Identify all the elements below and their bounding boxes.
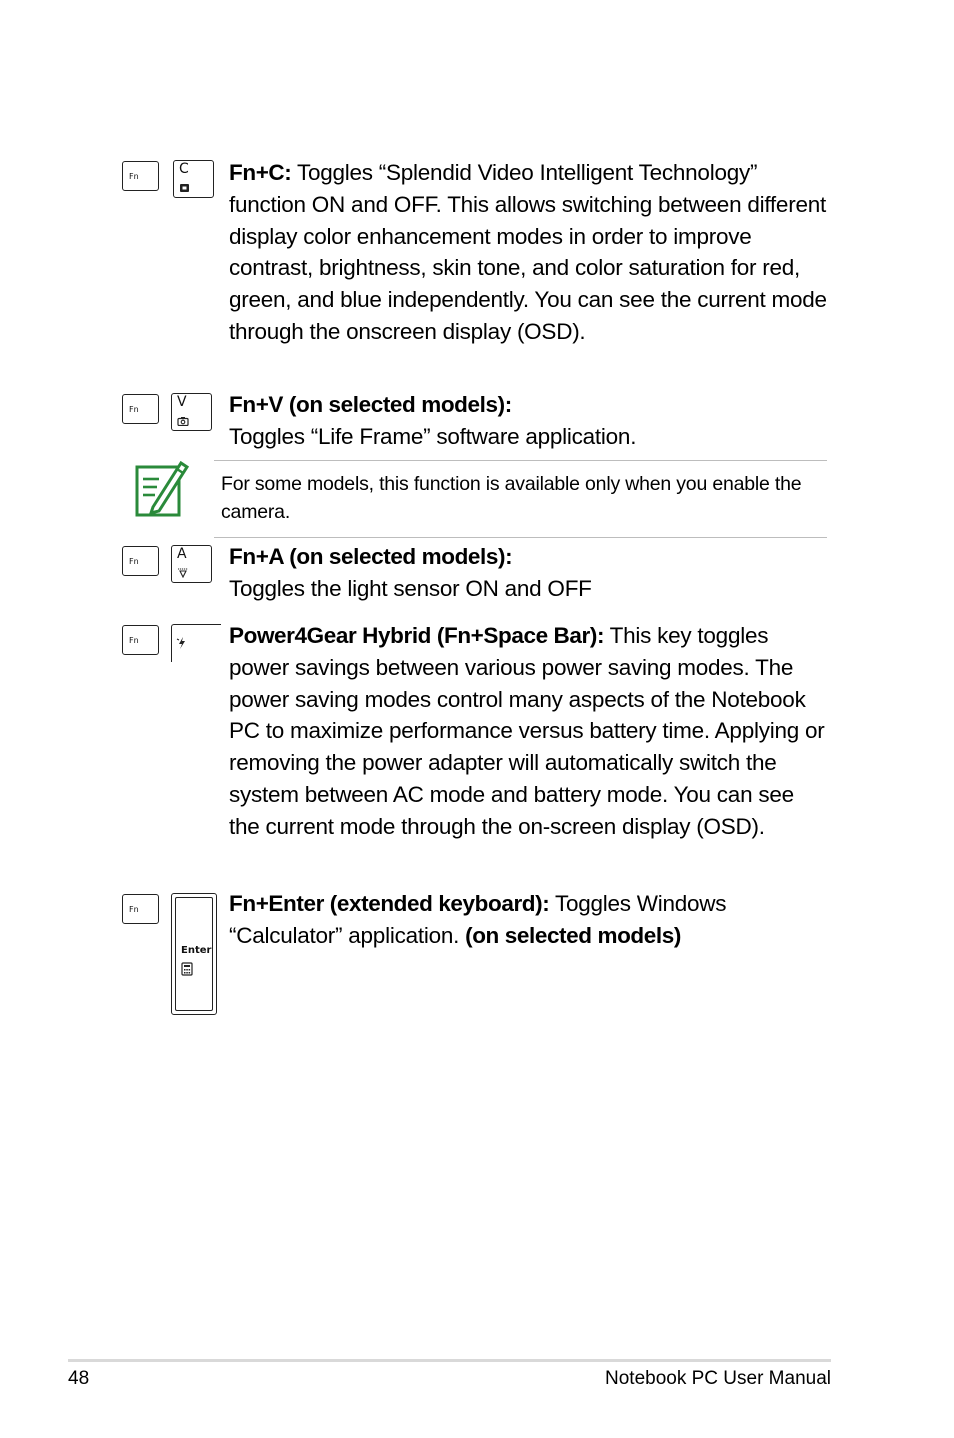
light-sensor-icon — [177, 568, 189, 578]
a-key: A — [171, 545, 212, 583]
note-text: For some models, this function is available only when you enable the camera. — [221, 473, 802, 523]
fn-key: Fn — [122, 894, 159, 924]
entry-text: Fn+A (on selected models): Toggles the light sensor ON and OFF — [229, 544, 592, 601]
fn-key: Fn — [122, 394, 159, 424]
entry-power4gear — [0, 624, 954, 874]
entry-fn-a — [0, 545, 954, 605]
entry-text: Fn+Enter (extended keyboard): Toggles Windows “Calculator” application. (on selected models) — [229, 891, 727, 948]
fn-key: Fn — [122, 546, 159, 576]
note-box — [214, 460, 827, 538]
entry-fn-v — [0, 393, 954, 453]
entry-fn-c — [0, 160, 954, 380]
enter-key: Enter — [171, 893, 217, 1015]
entry-text: Fn+V (on selected models): Toggles “Life Frame” software application. — [229, 392, 637, 449]
footer-rule — [68, 1359, 831, 1362]
v-key: V — [171, 393, 212, 431]
power4gear-icon — [176, 636, 188, 650]
calculator-icon — [181, 962, 193, 976]
space-bar-key — [171, 624, 221, 662]
note-pencil-icon — [133, 457, 189, 519]
entry-text: Power4Gear Hybrid (Fn+Space Bar): This key toggles power savings between various power saving modes. The power saving modes control many aspects of the Notebook PC to maximize performance versus battery time. Applying or removing the power adapter will automatically switch the system between AC mode and battery mode. You can see the current mode through the on-screen display (OSD). — [229, 623, 825, 839]
entry-fn-enter — [0, 893, 954, 1018]
page-number: 48 — [68, 1368, 90, 1389]
c-key: C — [173, 160, 214, 198]
entry-text: Fn+C: Toggles “Splendid Video Intelligent Technology” function ON and OFF. This allows switching between different display color enhancement modes in order to improve contrast, brightness, skin tone, and color saturation for red, green, and blue independently. You can see the current mode through the onscreen display (OSD). — [229, 160, 827, 344]
fn-key: Fn — [122, 625, 159, 655]
fn-key: Fn — [122, 161, 159, 191]
splendid-icon — [179, 183, 191, 193]
manual-title: Notebook PC User Manual — [605, 1368, 831, 1389]
camera-icon — [177, 416, 189, 426]
